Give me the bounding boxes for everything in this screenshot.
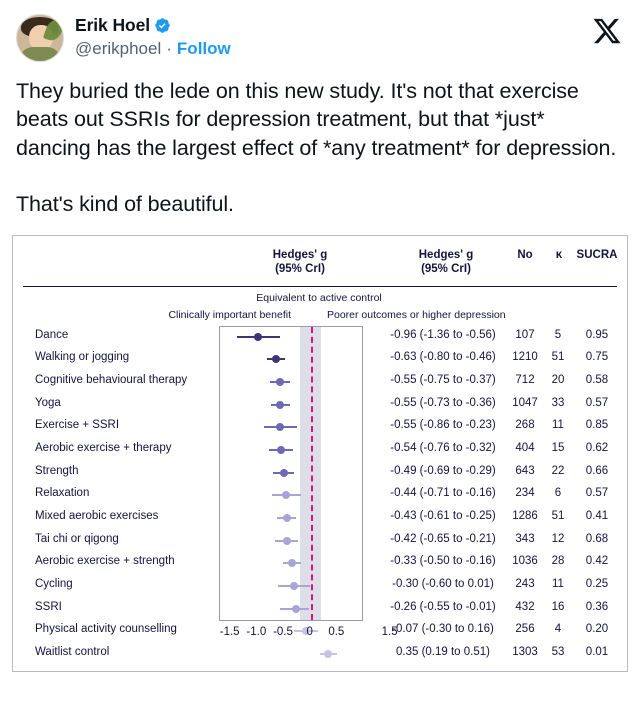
header-divider (23, 286, 617, 287)
effect-estimate-point (292, 605, 300, 613)
effect-estimate-point (290, 582, 298, 590)
cell-estimate: -0.44 (-0.71 to -0.16) (390, 487, 496, 500)
cell-sucra: 0.41 (585, 510, 609, 522)
cell-estimate: -0.26 (-0.55 to -0.01) (390, 600, 496, 613)
effect-estimate-point (276, 423, 284, 431)
cell-estimate: -0.55 (-0.86 to -0.23) (390, 419, 496, 432)
header-hedges-g-values (381, 248, 511, 277)
row-label: SSRI (35, 600, 62, 613)
cell-sucra: 0.75 (585, 351, 609, 364)
row-label: Strength (35, 464, 79, 477)
cell-estimate: 0.35 (0.19 to 0.51) (396, 646, 490, 659)
follow-button[interactable]: Follow (176, 38, 231, 58)
cell-no: 256 (515, 623, 535, 636)
row-label: Physical activity counselling (35, 623, 177, 636)
row-label: Mixed aerobic exercises (35, 510, 159, 522)
cell-no: 1210 (512, 351, 538, 364)
table-row (13, 348, 627, 371)
table-row (13, 598, 627, 621)
cell-kappa: 51 (551, 510, 565, 522)
effect-estimate-point (283, 537, 291, 545)
header-no: No (517, 248, 533, 261)
row-label: Cycling (35, 578, 73, 591)
row-label: Walking or jogging (35, 351, 130, 364)
display-name[interactable]: Erik Hoel (75, 15, 150, 35)
tweet-header (16, 14, 624, 62)
cell-no: 234 (515, 487, 535, 500)
effect-estimate-point (282, 491, 290, 499)
cell-kappa: 4 (554, 623, 562, 636)
effect-estimate-point (277, 446, 285, 454)
author-block (75, 14, 231, 59)
cell-kappa: 15 (551, 441, 565, 454)
x-tick-label: 0.5 (328, 625, 345, 638)
handle[interactable]: @erikphoel (75, 38, 162, 58)
cell-no: 1303 (512, 646, 538, 659)
cell-sucra: 0.01 (585, 646, 609, 659)
effect-estimate-point (280, 469, 288, 477)
cell-sucra: 0.36 (585, 600, 609, 613)
tweet-paragraph-1: They buried the lede on this new study. It's not that exercise beats out SSRIs for depression treatment, but that *just* dancing has the largest effect of *any treatment* for depression. (16, 79, 617, 160)
cell-estimate: -0.54 (-0.76 to -0.32) (390, 441, 496, 454)
tweet-card (0, 0, 640, 219)
cell-kappa: 11 (552, 419, 564, 432)
cell-kappa: 51 (551, 351, 565, 364)
verified-badge-icon (154, 17, 171, 34)
annotation-benefit: Clinically important benefit (168, 308, 291, 321)
x-tick-label: 0 (306, 625, 313, 638)
cell-no: 712 (515, 373, 535, 386)
header-hedges-g-plot-line1: Hedges' g (272, 248, 328, 261)
table-row (13, 620, 627, 643)
cell-no: 1036 (512, 555, 538, 568)
annotation-poorer: Poorer outcomes or higher depression (327, 308, 506, 321)
effect-estimate-point (288, 559, 296, 567)
row-label: Aerobic exercise + therapy (35, 441, 172, 454)
tweet-paragraph-2: That's kind of beautiful. (16, 192, 234, 217)
avatar-body (19, 47, 61, 61)
cell-no: 243 (515, 578, 535, 591)
cell-kappa: 5 (554, 328, 562, 341)
effect-estimate-point (276, 401, 284, 409)
header-kappa: κ (555, 248, 563, 261)
cell-kappa: 22 (551, 464, 565, 477)
row-label: Cognitive behavioural therapy (35, 373, 188, 386)
row-label: Dance (35, 328, 69, 341)
x-tick-label: -1.0 (246, 625, 267, 638)
cell-estimate: -0.07 (-0.30 to 0.16) (392, 623, 494, 636)
author-handle-row (75, 38, 231, 59)
effect-estimate-point (254, 333, 262, 341)
cell-estimate: -0.33 (-0.50 to -0.16) (390, 555, 496, 568)
cell-no: 343 (515, 532, 535, 545)
cell-estimate: -0.43 (-0.61 to -0.25) (390, 510, 496, 522)
cell-kappa: 33 (551, 396, 565, 409)
row-label: Yoga (35, 396, 61, 409)
cell-estimate: -0.42 (-0.65 to -0.21) (390, 532, 496, 545)
table-row (13, 371, 627, 394)
annotation-equivalent: Equivalent to active control (256, 291, 382, 304)
x-tick-label: -0.5 (273, 625, 293, 638)
table-row (13, 326, 627, 349)
cell-kappa: 12 (551, 532, 565, 545)
table-row (13, 462, 627, 485)
effect-estimate-point (324, 650, 332, 658)
x-tick-label: 1.5 (381, 625, 398, 638)
cell-kappa: 6 (554, 487, 562, 500)
cell-no: 432 (515, 600, 535, 613)
table-row (13, 530, 627, 553)
cell-sucra: 0.62 (585, 441, 609, 454)
cell-sucra: 0.20 (585, 623, 609, 636)
cell-sucra: 0.42 (585, 555, 609, 568)
header-hedges-g-plot-line2: (95% CrI) (275, 262, 325, 275)
cell-sucra: 0.68 (585, 532, 609, 545)
table-row (13, 552, 627, 575)
table-row (13, 643, 627, 666)
author-name-row (75, 15, 231, 37)
header-hedges-g-values-line1: Hedges' g (418, 248, 474, 261)
table-row (13, 507, 627, 530)
forest-rows (13, 326, 627, 666)
separator: · (166, 38, 172, 58)
cell-no: 107 (515, 328, 535, 341)
cell-estimate: -0.49 (-0.69 to -0.29) (390, 464, 496, 477)
header-sucra: SUCRA (576, 248, 618, 261)
cell-kappa: 53 (551, 646, 565, 659)
avatar[interactable] (16, 14, 64, 62)
row-label: Exercise + SSRI (35, 419, 120, 432)
figure-canvas (13, 236, 627, 671)
row-label: Waitlist control (35, 646, 110, 659)
cell-sucra: 0.66 (585, 464, 609, 477)
table-row (13, 484, 627, 507)
effect-estimate-point (272, 355, 280, 363)
effect-estimate-point (283, 514, 291, 522)
tweet-body (16, 77, 624, 219)
header-hedges-g-plot (235, 248, 365, 277)
cell-kappa: 28 (551, 555, 565, 568)
effect-estimate-point (276, 378, 284, 386)
header-hedges-g-values-line2: (95% CrI) (421, 262, 471, 275)
cell-kappa: 20 (551, 373, 565, 386)
cell-no: 404 (515, 441, 535, 454)
forest-plot-figure (12, 235, 628, 672)
cell-kappa: 11 (552, 578, 564, 591)
cell-no: 1047 (512, 396, 538, 409)
cell-sucra: 0.85 (585, 419, 609, 432)
cell-estimate: -0.30 (-0.60 to 0.01) (392, 578, 494, 591)
cell-sucra: 0.58 (585, 373, 609, 386)
cell-sucra: 0.25 (585, 578, 609, 591)
table-row (13, 416, 627, 439)
cell-no: 643 (515, 464, 535, 477)
cell-sucra: 0.95 (585, 328, 609, 341)
cell-estimate: -0.55 (-0.75 to -0.37) (390, 373, 496, 386)
x-logo-icon (592, 14, 624, 52)
cell-sucra: 0.57 (585, 487, 609, 500)
cell-estimate: -0.63 (-0.80 to -0.46) (390, 351, 496, 364)
row-label: Aerobic exercise + strength (35, 555, 175, 568)
x-tick-label: -1.5 (219, 625, 240, 638)
table-row (13, 439, 627, 462)
cell-no: 1286 (512, 510, 538, 522)
row-label: Tai chi or qigong (35, 532, 119, 545)
table-row (13, 394, 627, 417)
row-label: Relaxation (35, 487, 90, 500)
table-row (13, 575, 627, 598)
cell-sucra: 0.57 (585, 396, 609, 409)
cell-estimate: -0.55 (-0.73 to -0.36) (390, 396, 496, 409)
cell-kappa: 16 (551, 600, 565, 613)
cell-no: 268 (515, 419, 535, 432)
cell-estimate: -0.96 (-1.36 to -0.56) (390, 328, 496, 341)
